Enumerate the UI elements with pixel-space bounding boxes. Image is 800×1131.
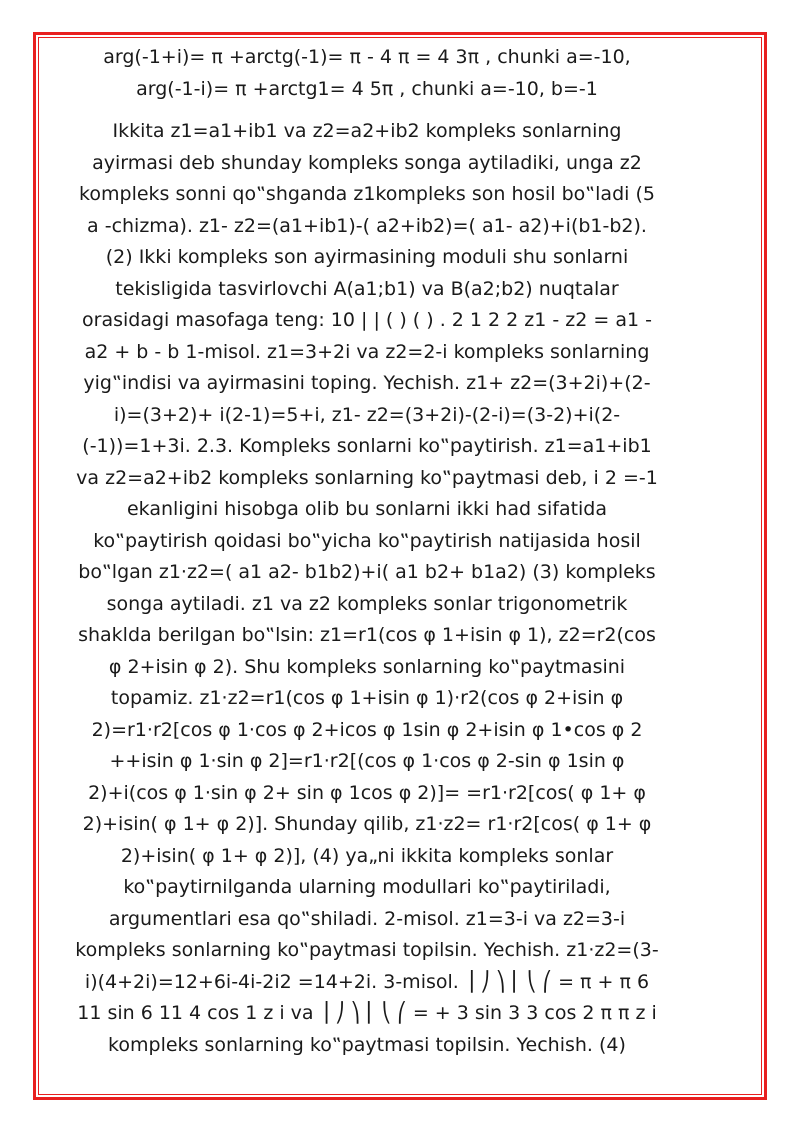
paragraph-complex-operations: Ikkita z1=a1+ib1 va z2=a2+ib2 kompleks sonlarning ayirmasi deb shunday kompleks songa aytiladiki, unga z2 kompleks sonni qo‟shganda z1kompleks son hosil bo‟ladi (5 a -chizma). z1- z2=(a1+ib1)-( a2+ib2)=( a1- a2)+i(b1-b2). (2) Ikki kompleks son ayirmasining moduli shu sonlarni tekisligida tasvirlovchi A(a1;b1) va B(a2;b2) nuqtalar orasidagi masofaga teng: 10 | | ( ) ( ) . 2 1 2 2 z1 - z2 = a1 - a2 + b - b 1-misol. z1=3+2i va z2=2-i kompleks sonlarning yig‟indisi va ayirmasini toping. Yechish. z1+ z2=(3+2i)+(2-i)=(3+2)+ i(2-1)=5+i, z1- z2=(3+2i)-(2-i)=(3-2)+i(2-(-1))=1+3i. 2.3. Kompleks sonlarni ko‟paytirish. z1=a1+ib1 va z2=a2+ib2 kompleks sonlarning ko‟paytmasi deb, i 2 =-1 ekanligini hisobga olib bu sonlarni ikki had sifatida ko‟paytirish qoidasi bo‟yicha ko‟paytirish natijasida hosil bo‟lgan z1·z2=( a1 a2- b1b2)+i( a1 b2+ b1a2) (3) kompleks songa aytiladi. z1 va z2 kompleks sonlar trigonometrik shaklda berilgan bo‟lsin: z1=r1(cos φ 1+isin φ 1), z2=r2(cos φ 2+isin φ 2). Shu kompleks sonlarning ko‟paytmasini topamiz. z1·z2=r1(cos φ 1+isin φ 1)·r2(cos φ 2+isin φ 2)=r1·r2[cos φ 1·cos φ 2+icos φ 1sin φ 2+isin φ 1•cos φ 2 ++isin φ 1·sin φ 2]=r1·r2[(cos φ 1·cos φ 2-sin φ 1sin φ 2)+i(cos φ 1·sin φ 2+ sin φ 1cos φ 2)]= =r1·r2[cos( φ 1+ φ 2)+isin( φ 1+ φ 2)]. Shunday qilib, z1·z2= r1·r2[cos( φ 1+ φ 2)+isin( φ 1+ φ 2)], (4) ya„ni ikkita kompleks sonlar ko‟paytirnilganda ularning modullari ko‟paytiriladi, argumentlari esa qo‟shiladi. 2-misol. z1=3-i va z2=3-i kompleks sonlarning ko‟paytmasi topilsin. Yechish. z1·z2=(3-i)(4+2i)=12+6i-4i-2i2 =14+2i. 3-misol. ⎟ ⎠ ⎞ ⎜ ⎝ ⎛ = π + π 6 11 sin 6 11 4 cos 1 z i va ⎟ ⎠ ⎞ ⎜ ⎝ ⎛ = + 3 sin 3 3 cos 2 π π z i kompleks sonlarning ko‟paytmasi topilsin. Yechish. (4) (75, 120, 659, 1056)
document-body (72, 42, 662, 1061)
paragraph-argument-examples: arg(-1+i)= π +arctg(-1)= π - 4 π = 4 3π , chunki a=-10, arg(-1-i)= π +arctg1= 4 5π , chunki a=-10, b=-1 (103, 46, 631, 100)
